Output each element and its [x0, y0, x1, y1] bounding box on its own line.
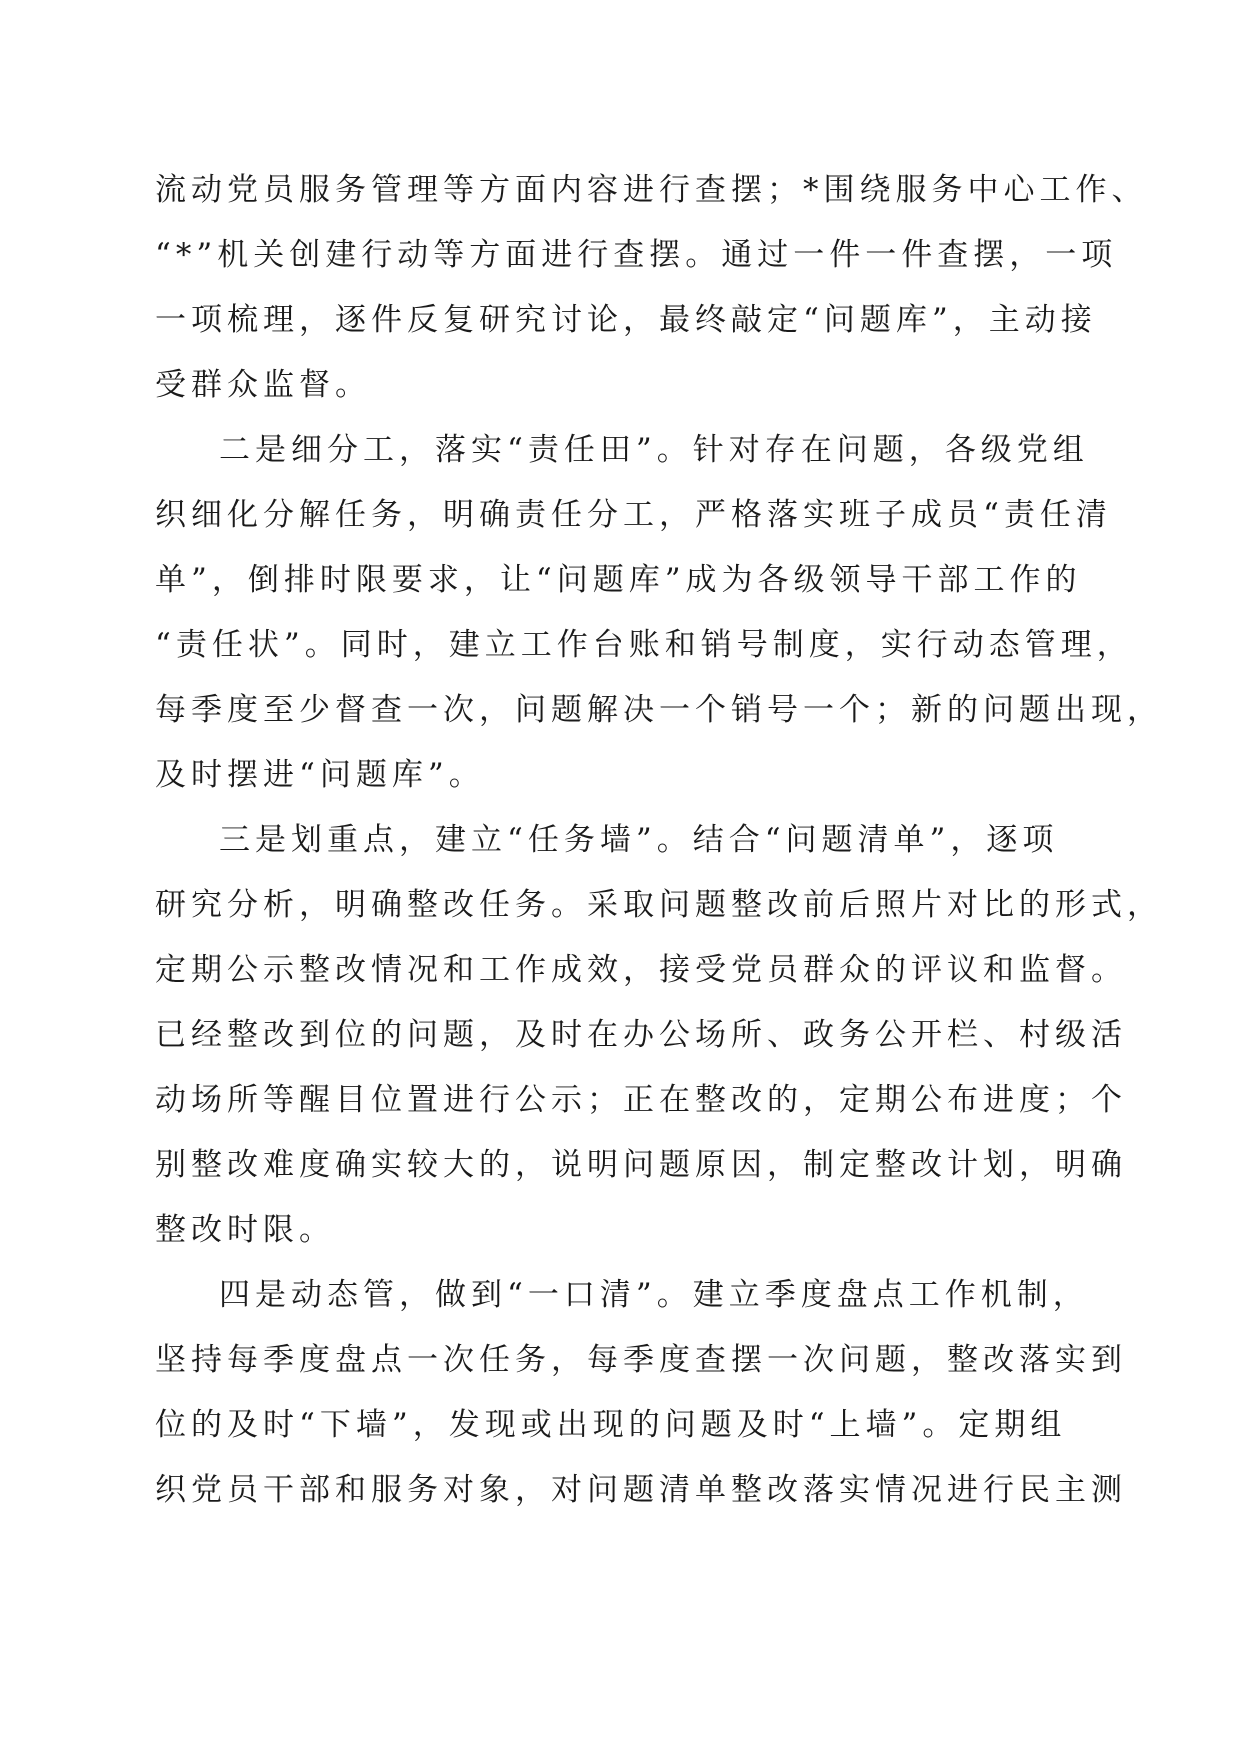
paragraph-start-line: 二是细分工，落实“责任田”。针对存在问题，各级党组: [219, 432, 1089, 468]
text-line: 及时摆进“问题库”。: [155, 757, 485, 793]
text-line: “*”机关创建行动等方面进行查摆。通过一件一件查摆，一项: [155, 237, 1118, 273]
paragraph-start-line: 四是动态管，做到“一口清”。建立季度盘点工作机制，: [219, 1277, 1089, 1313]
text-line: 织党员干部和服务对象，对问题清单整改落实情况进行民主测: [155, 1472, 1127, 1508]
document-body: [155, 158, 1163, 1523]
text-line: “责任状”。同时，建立工作台账和销号制度，实行动态管理，: [155, 627, 1133, 663]
text-line: 受群众监督。: [155, 367, 371, 403]
text-line: 定期公示整改情况和工作成效，接受党员群众的评议和监督。: [155, 952, 1127, 988]
text-line: 整改时限。: [155, 1212, 335, 1248]
text-line: 别整改难度确实较大的，说明问题原因，制定整改计划，明确: [155, 1147, 1127, 1183]
text-line: 坚持每季度盘点一次任务，每季度查摆一次问题，整改落实到: [155, 1342, 1127, 1378]
text-line: 已经整改到位的问题，及时在办公场所、政务公开栏、村级活: [155, 1017, 1127, 1053]
text-line: 研究分析，明确整改任务。采取问题整改前后照片对比的形式，: [155, 887, 1163, 923]
text-line: 织细化分解任务，明确责任分工，严格落实班子成员“责任清: [155, 497, 1112, 533]
text-line: 动场所等醒目位置进行公示；正在整改的，定期公布进度；个: [155, 1082, 1127, 1118]
text-line: 位的及时“下墙”，发现或出现的问题及时“上墙”。定期组: [155, 1407, 1067, 1443]
text-line: 每季度至少督查一次，问题解决一个销号一个；新的问题出现，: [155, 692, 1163, 728]
text-line: 流动党员服务管理等方面内容进行查摆；*围绕服务中心工作、: [155, 172, 1148, 208]
text-line: 一项梳理，逐件反复研究讨论，最终敲定“问题库”，主动接: [155, 302, 1097, 338]
paragraph-start-line: 三是划重点，建立“任务墙”。结合“问题清单”，逐项: [219, 822, 1059, 858]
text-line: 单”，倒排时限要求，让“问题库”成为各级领导干部工作的: [155, 562, 1082, 598]
